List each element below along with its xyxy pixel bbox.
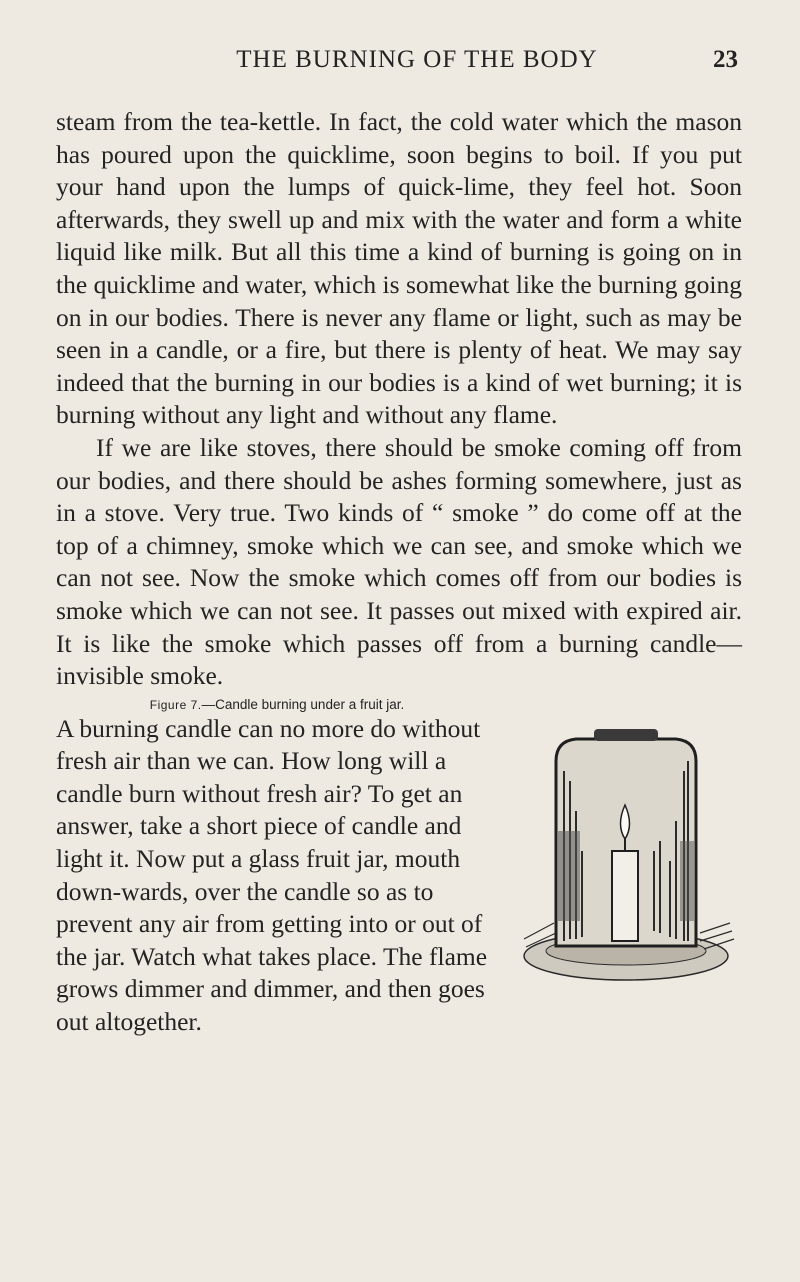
- chapter-title: THE BURNING OF THE BODY: [236, 46, 598, 73]
- glass-shadow-left: [558, 831, 580, 921]
- glass-shadow-right: [680, 841, 694, 921]
- paragraph-1: steam from the tea-kettle. In fact, the cold water which the mason has poured upon the quicklime, soon begins to boil. If you put your hand upon the lumps of quick-lime, they feel hot. Soon afterwards, they swell up and mix with the water and form a white liquid like milk. But all this time a kind of burning is going on in the quicklime and water, which is somewhat like the burning going on in our bodies. There is never any flame or light, such as may be seen in a candle, or a fire, but there is plenty of heat. We may say indeed that the burning in our bodies is a kind of wet burning; it is burning without any light and without any flame.: [56, 107, 742, 430]
- body-text: [56, 106, 742, 1039]
- figure-label: Figure 7.: [149, 697, 202, 712]
- running-head: [96, 46, 738, 80]
- page-number: 23: [713, 46, 738, 73]
- candle: [612, 851, 638, 941]
- paragraph-3-text: A burning candle can no more do without fresh air than we can. How long will a candle burn without fresh air? To get an answer, take a short piece of candle and light it. Now put a glass fruit jar, mouth down-wards, over the candle so as to prevent any air from getting into or out of the jar. Watch what takes place. The flame grows dimmer and dimmer, and then goes out altogether.: [56, 713, 488, 1037]
- candle-jar-illustration: [514, 701, 742, 1001]
- jar-bottom: [594, 729, 658, 741]
- figure-caption-text: —Candle burning under a fruit jar.: [201, 696, 405, 712]
- figure-7: [514, 701, 742, 1033]
- paragraph-2: If we are like stoves, there should be smoke coming off from our bodies, and there should be ashes forming somewhere, just as in a stove. Very true. Two kinds of “ smoke ” do come off at the top of a chimney, smoke which we can see, and smoke which we can not see. Now the smoke which comes off from our bodies is smoke which we can not see. It passes out mixed with expired air. It is like the smoke which passes off from a burning candle—invisible smoke.: [56, 432, 742, 691]
